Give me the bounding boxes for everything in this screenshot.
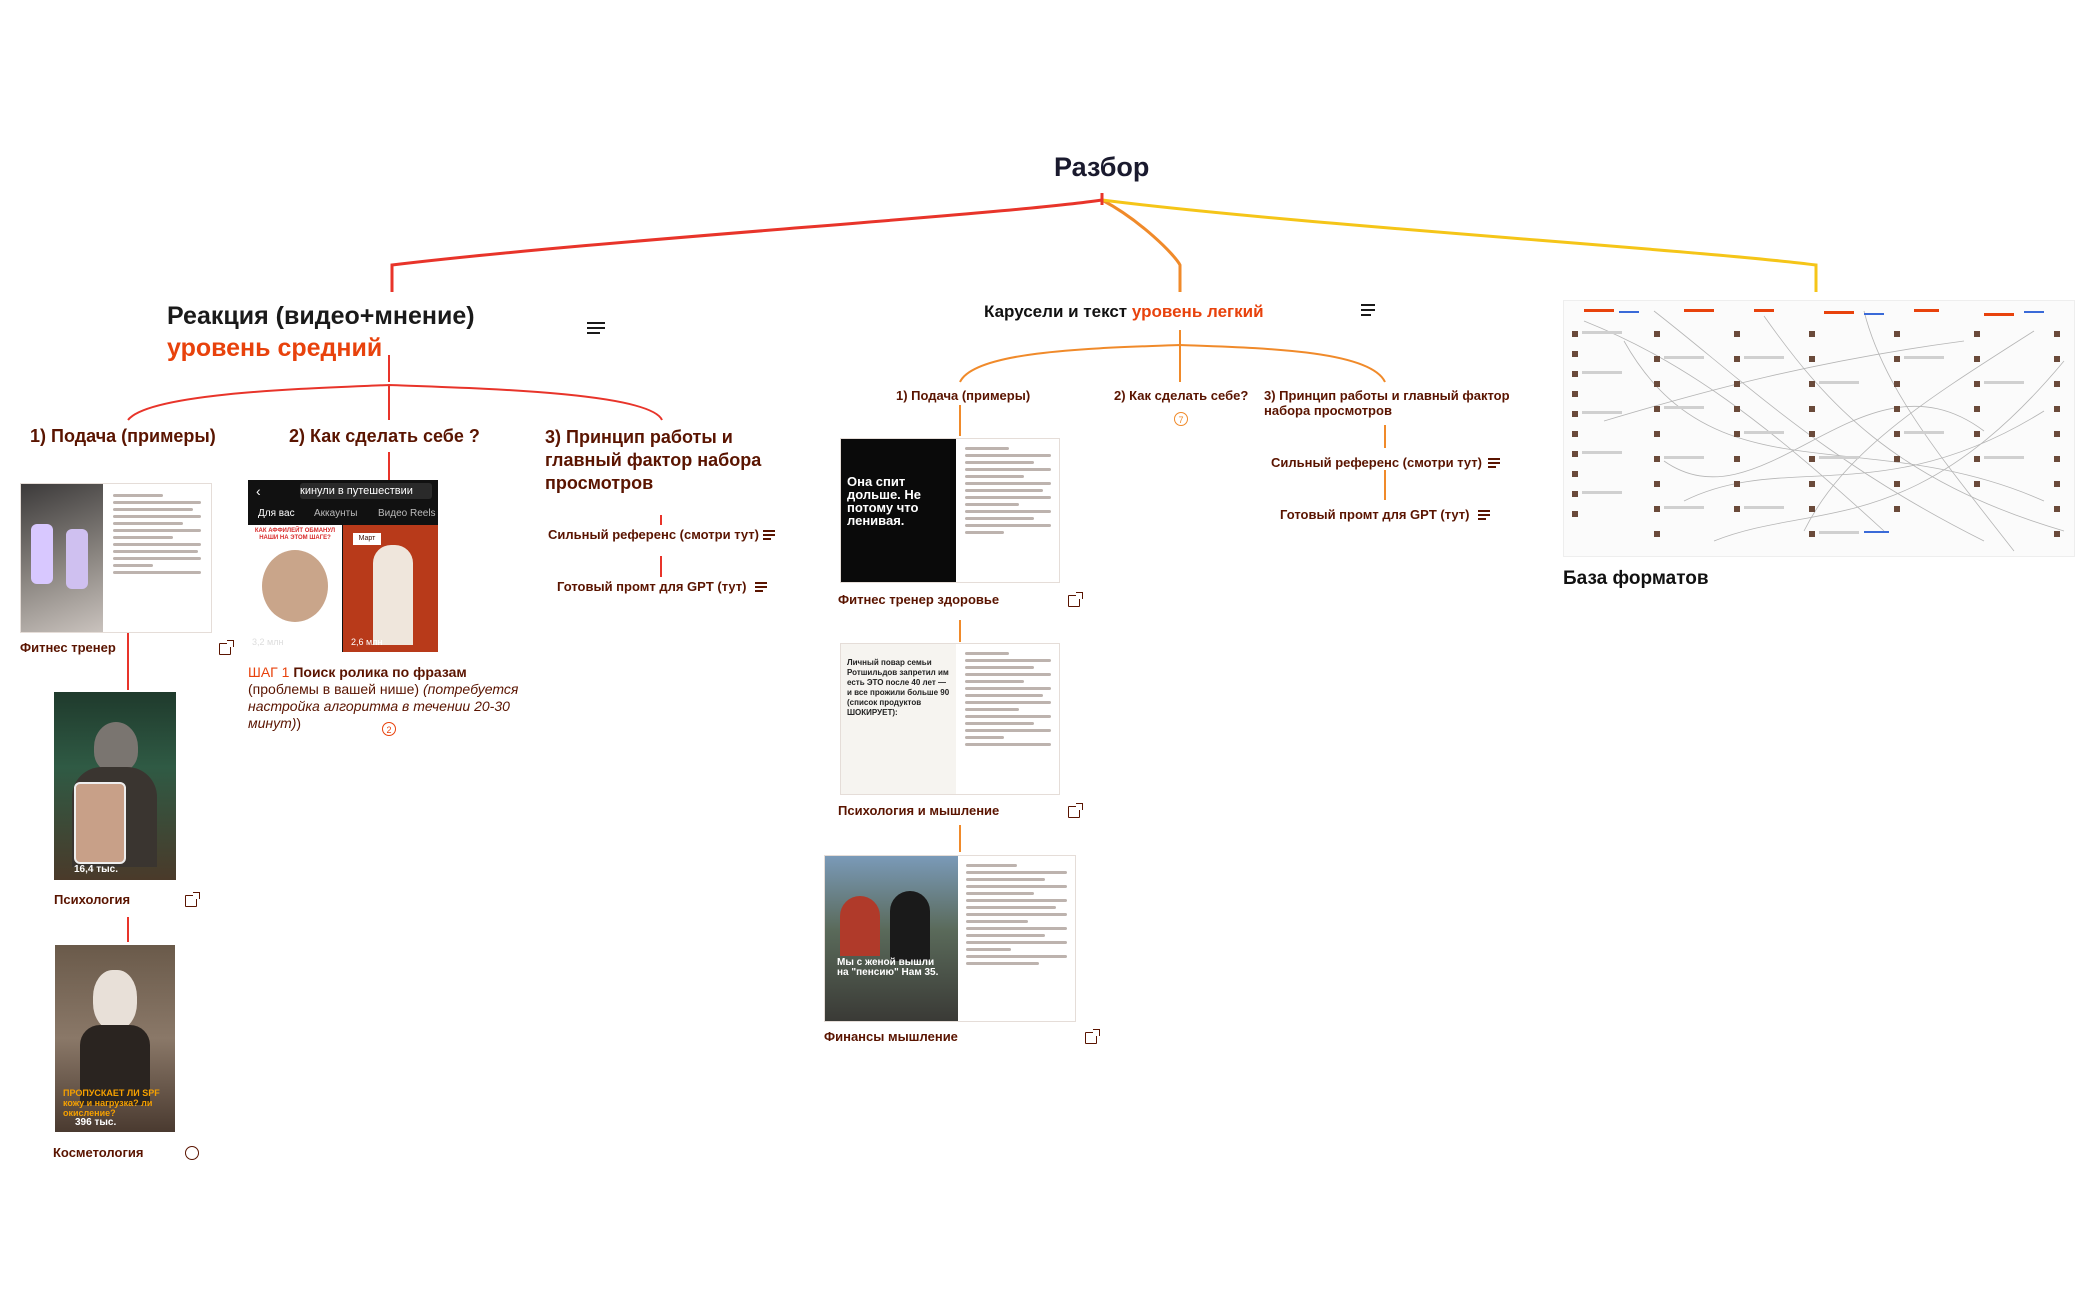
reaction-sub1-label: 1) Подача (примеры) xyxy=(30,426,216,446)
tab-accounts: Аккаунты xyxy=(314,508,358,519)
menu-icon[interactable] xyxy=(763,530,775,544)
menu-icon[interactable] xyxy=(587,322,605,336)
step-label: ШАГ 1 xyxy=(248,664,290,680)
external-link-icon[interactable] xyxy=(1068,595,1080,607)
external-link-icon[interactable] xyxy=(185,895,197,907)
example-thumbnail-fitness[interactable] xyxy=(20,483,212,633)
view-count: 16,4 тыс. xyxy=(74,864,119,875)
branch-carousel-level: уровень легкий xyxy=(1131,302,1264,321)
board-miniature xyxy=(1564,301,2074,556)
carousel-card-text: Мы с женой вышли на "пенсию" Нам 35. xyxy=(837,957,939,978)
carousel-sub1-label: 1) Подача (примеры) xyxy=(896,388,1031,403)
tab-reels: Видео Reels xyxy=(378,508,436,519)
menu-icon[interactable] xyxy=(1488,458,1500,472)
video-thumb-1: КАК АФФИЛЕЙТ ОБМАНУЛ НАШИ НА ЭТОМ ШАГЕ? 3,2 млн xyxy=(248,525,342,652)
formats-base-title: База форматов xyxy=(1563,568,1709,589)
view-count: 396 тыс. xyxy=(75,1117,117,1128)
carousel-card-text: Она спит дольше. Не потому что ленивая. xyxy=(847,474,922,528)
carousel-card-text: Личный повар семьи Ротшильдов запретил им есть ЭТО после 40 лет — и все прожили больше 90 (список продуктов ШОКИРУЕТ): xyxy=(847,658,950,717)
minus-circle-icon[interactable] xyxy=(185,1146,199,1160)
carousel-thumbnail-psychology[interactable] xyxy=(840,643,1060,795)
branch-carousel-title: Карусели и текст xyxy=(984,302,1128,321)
reaction-sub3-label: 3) Принцип работы и главный фактор набора просмотров xyxy=(545,427,762,493)
branch-reaction-title: Реакция (видео+мнение) xyxy=(167,302,475,330)
example-thumbnail-cosmetology[interactable] xyxy=(55,945,175,1132)
example-caption-fitness: Фитнес тренер xyxy=(20,640,116,655)
count-badge[interactable]: 7 xyxy=(1174,412,1188,426)
back-arrow-icon: ‹ xyxy=(256,483,261,499)
carousel-thumbnail-fitness[interactable] xyxy=(840,438,1060,583)
carousel-caption-psychology: Психология и мышление xyxy=(838,803,1000,818)
video-frame xyxy=(21,484,103,632)
video-thumb-2: Март 2,6 млн xyxy=(343,525,438,652)
formats-board-preview[interactable] xyxy=(1563,300,2075,557)
reaction-sub2-label: 2) Как сделать себе ? xyxy=(289,426,480,446)
carousel-caption-fitness: Фитнес тренер здоровье xyxy=(838,592,1000,607)
branch-reaction-level: уровень средний xyxy=(167,334,383,362)
search-screenshot[interactable] xyxy=(248,480,438,652)
branch-reaction-heading[interactable] xyxy=(167,300,547,364)
external-link-icon[interactable] xyxy=(1085,1032,1097,1044)
external-link-icon[interactable] xyxy=(219,643,231,655)
example-caption-psychology: Психология xyxy=(54,892,131,907)
carousel-sub3-label: 3) Принцип работы и главный фактор набора просмотров xyxy=(1264,388,1510,418)
gpt-prompt-link[interactable]: Готовый промт для GPT (тут) xyxy=(1280,507,1470,522)
carousel-thumbnail-finance[interactable] xyxy=(824,855,1076,1022)
carousel-sub2-label: 2) Как сделать себе? xyxy=(1114,388,1249,403)
external-link-icon[interactable] xyxy=(1068,806,1080,818)
carousel-caption-finance: Финансы мышление xyxy=(824,1029,958,1044)
example-caption-cosmetology: Косметология xyxy=(53,1145,144,1160)
overlay-text: ПРОПУСКАЕТ ЛИ SPF кожу и нагрузка? ли окисление? xyxy=(63,1088,160,1118)
reference-link[interactable]: Сильный референс (смотри тут) xyxy=(1271,455,1482,470)
root-title: Разбор xyxy=(1054,152,1150,182)
count-badge[interactable]: 2 xyxy=(382,722,396,736)
menu-icon[interactable] xyxy=(1478,510,1490,524)
menu-icon[interactable] xyxy=(755,582,767,596)
gpt-prompt-link[interactable]: Готовый промт для GPT (тут) xyxy=(557,579,747,594)
branch-carousel-heading[interactable] xyxy=(984,302,1264,322)
reference-link[interactable]: Сильный референс (смотри тут) xyxy=(548,527,759,542)
tab-for-you: Для вас xyxy=(258,508,295,519)
example-thumbnail-psychology[interactable] xyxy=(54,692,176,880)
step-bold: Поиск ролика по фразам xyxy=(293,664,467,680)
menu-icon[interactable] xyxy=(1361,304,1375,318)
step-description: ШАГ 1 Поиск ролика по фразам (проблемы в вашей нише) (потребуется настройка алгоритма в течении 20-30 минут)) xyxy=(248,664,519,731)
search-field: кинули в путешествии xyxy=(300,483,432,499)
